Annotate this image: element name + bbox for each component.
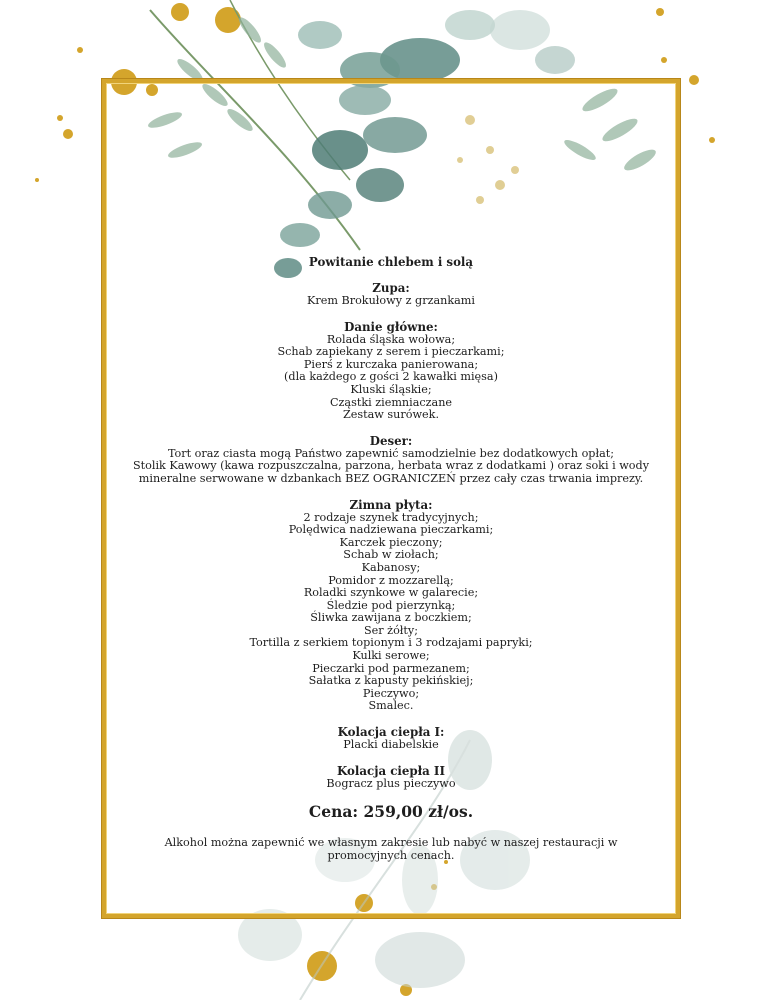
menu-item: Kabanosy; — [361, 560, 421, 574]
mains-section — [110, 321, 672, 422]
menu-item: Stolik Kawowy (kawa rozpuszczalna, parzona, herbata wraz z dodatkami ) oraz soki i wody — [132, 459, 650, 473]
menu-item: 2 rodzaje szynek tradycyjnych; — [303, 510, 479, 524]
welcome-section — [110, 256, 672, 269]
hot-dinner-1-heading: Kolacja ciepła I: — [337, 725, 445, 740]
menu-item: Tortilla z serkiem topionym i 3 rodzajami papryki; — [249, 636, 533, 650]
soup-section — [110, 282, 672, 308]
menu-item: Pierś z kurczaka panierowana; — [303, 357, 479, 371]
menu-item: Pieczarki pod parmezanem; — [312, 661, 470, 675]
menu-item: Śledzie pod pierzynką; — [326, 598, 456, 612]
menu-item: Rolada śląska wołowa; — [326, 332, 456, 346]
mains-heading: Danie główne: — [344, 319, 438, 334]
menu-item: Cząstki ziemniaczane — [329, 395, 453, 409]
menu-item: Kluski śląskie; — [350, 382, 432, 396]
cold-plate-section — [110, 499, 672, 714]
menu-item: Tort oraz ciasta mogą Państwo zapewnić samodzielnie bez dodatkowych opłat; — [167, 446, 615, 460]
menu-item: Kulki serowe; — [352, 649, 430, 663]
menu-item: Ser żółty; — [363, 623, 419, 637]
dessert-heading: Deser: — [369, 433, 413, 448]
menu-item: Śliwka zawijana z boczkiem; — [310, 611, 472, 625]
hot-dinner-2-heading: Kolacja ciepła II — [337, 763, 445, 778]
menu-item: Schab w ziołach; — [343, 548, 439, 562]
menu-item: Schab zapiekany z serem i pieczarkami; — [277, 345, 505, 359]
menu-item: (dla każdego z gości 2 kawałki mięsa) — [284, 370, 498, 384]
price-label: Cena: 259,00 zł/os. — [308, 802, 474, 822]
menu-item: Polędwica nadziewana pieczarkami; — [288, 523, 494, 537]
menu-item: Pieczywo; — [362, 686, 420, 700]
menu-item: Krem Brokułowy z grzankami — [307, 294, 475, 307]
menu-item: Placki diabelskie — [343, 738, 439, 752]
dessert-section — [110, 435, 672, 486]
menu-item: Smalec. — [368, 699, 414, 713]
menu-item: Zestaw surówek. — [343, 408, 439, 422]
menu-item: Sałatka z kapusty pekińskiej; — [308, 674, 474, 688]
welcome-heading: Powitanie chlebem i solą — [308, 255, 474, 269]
menu-item: Roladki szynkowe w galarecie; — [303, 586, 479, 600]
menu-item: Bogracz plus pieczywo — [326, 776, 456, 790]
cold-plate-heading: Zimna płyta: — [349, 497, 433, 512]
menu-item: Pomidor z mozzarellą; — [328, 573, 454, 587]
alcohol-note: Alkohol można zapewnić we własnym zakresie lub nabyć w naszej restauracji w promocyjnych cenach. — [164, 836, 618, 863]
soup-heading: Zupa: — [372, 281, 410, 295]
menu-item: mineralne serwowane w dzbankach BEZ OGRANICZEŃ przez cały czas trwania imprezy. — [138, 471, 644, 485]
hot-dinner-1-section — [110, 726, 672, 752]
menu-content — [110, 256, 672, 862]
hot-dinner-2-section — [110, 765, 672, 791]
menu-item: Karczek pieczony; — [339, 535, 443, 549]
